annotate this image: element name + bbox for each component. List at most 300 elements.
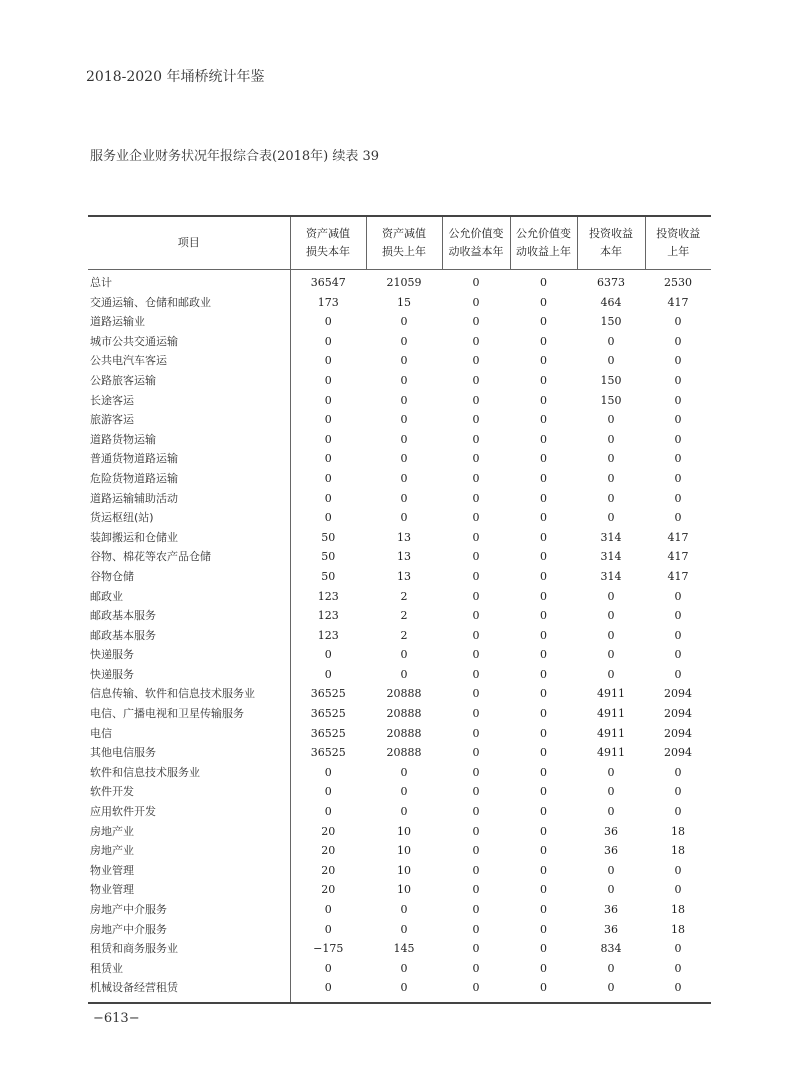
value-cell: 123 — [290, 587, 366, 607]
value-cell: 0 — [290, 508, 366, 528]
value-cell: 10 — [397, 863, 411, 877]
value-cell: 0 — [540, 883, 547, 897]
value-cell: 0 — [290, 978, 366, 1003]
table-row — [88, 822, 711, 842]
value-cell: 21059 — [386, 276, 422, 289]
row-label: 公共电汽车客运 — [90, 354, 167, 368]
row-label: 房地产中介服务 — [90, 903, 167, 916]
value-cell: 20888 — [386, 726, 422, 740]
column-header — [442, 216, 510, 270]
table-row — [88, 920, 711, 940]
value-cell: 0 — [540, 765, 547, 779]
value-cell: 0 — [540, 334, 547, 348]
value-cell: 0 — [472, 628, 480, 642]
value-cell: 0 — [400, 648, 408, 662]
table-row — [88, 351, 711, 371]
table-row — [88, 312, 711, 332]
column-header — [645, 216, 711, 270]
value-cell: 0 — [607, 491, 615, 505]
column-header-line1: 投资收益 — [589, 227, 633, 240]
value-cell: 0 — [472, 903, 480, 916]
value-cell: 0 — [290, 763, 366, 783]
value-cell: 0 — [472, 276, 480, 289]
value-cell: 0 — [607, 511, 615, 525]
value-cell: 6373 — [597, 276, 625, 289]
value-cell: 36 — [604, 922, 618, 936]
row-label: 危险货物道路运输 — [90, 471, 178, 485]
value-cell: 0 — [674, 981, 682, 995]
value-cell: 0 — [540, 491, 547, 505]
value-cell: 15 — [397, 295, 411, 309]
row-label: 信息传输、软件和信息技术服务业 — [90, 687, 255, 701]
value-cell: 0 — [290, 430, 366, 450]
value-cell: 0 — [290, 312, 366, 332]
value-cell: 0 — [472, 334, 480, 348]
value-cell: 0 — [540, 922, 547, 936]
value-cell: 0 — [674, 315, 682, 329]
value-cell: −175 — [290, 939, 366, 959]
value-cell: 18 — [671, 844, 685, 858]
table-row — [88, 391, 711, 411]
value-cell: 0 — [290, 332, 366, 352]
column-header-item — [88, 216, 290, 270]
row-label: 快递服务 — [90, 667, 134, 681]
value-cell: 2094 — [664, 687, 692, 701]
value-cell: 0 — [472, 863, 480, 877]
row-label: 装卸搬运和仓储业 — [90, 530, 178, 544]
column-header — [290, 216, 366, 270]
value-cell: 0 — [290, 900, 366, 920]
value-cell: 0 — [540, 589, 547, 603]
value-cell: 0 — [472, 667, 480, 681]
column-header-line1: 公允价值变 — [516, 227, 571, 240]
value-cell: 0 — [290, 920, 366, 940]
row-label: 谷物、棉花等农产品仓储 — [90, 550, 211, 564]
value-cell: 0 — [674, 785, 682, 799]
value-cell: 20888 — [386, 707, 422, 721]
value-cell: 0 — [674, 609, 682, 623]
value-cell: 0 — [540, 785, 547, 799]
value-cell: 0 — [607, 961, 615, 975]
value-cell: 0 — [290, 351, 366, 371]
value-cell: 0 — [290, 391, 366, 411]
value-cell: 36525 — [290, 724, 366, 744]
statistics-table — [88, 215, 711, 1004]
value-cell: 0 — [540, 295, 547, 309]
value-cell: 0 — [400, 432, 408, 446]
row-label: 道路运输业 — [90, 315, 145, 329]
value-cell: 10 — [397, 824, 411, 838]
value-cell: 0 — [472, 550, 480, 564]
value-cell: 0 — [400, 452, 408, 466]
value-cell: 13 — [397, 569, 411, 583]
value-cell: 0 — [674, 452, 682, 466]
value-cell: 0 — [472, 471, 480, 485]
value-cell: 0 — [472, 883, 480, 897]
row-label: 电信 — [90, 726, 112, 740]
value-cell: 0 — [290, 959, 366, 979]
value-cell: 36 — [604, 844, 618, 858]
value-cell: 0 — [400, 667, 408, 681]
table-row — [88, 743, 711, 763]
table-title: 服务业企业财务状况年报综合表(2018年) 续表 39 — [90, 149, 380, 164]
value-cell: 0 — [540, 373, 547, 387]
table-row — [88, 802, 711, 822]
column-header — [577, 216, 645, 270]
value-cell: 36525 — [290, 704, 366, 724]
value-cell: 0 — [674, 354, 682, 368]
table-row — [88, 410, 711, 430]
row-label: 软件开发 — [90, 785, 134, 799]
row-label: 电信、广播电视和卫星传输服务 — [90, 707, 244, 721]
value-cell: 0 — [472, 726, 480, 740]
table-row — [88, 782, 711, 802]
value-cell: 0 — [472, 373, 480, 387]
value-cell: 0 — [674, 373, 682, 387]
value-cell: 36 — [604, 903, 618, 916]
value-cell: 464 — [600, 295, 622, 309]
value-cell: 0 — [540, 315, 547, 329]
value-cell: 0 — [540, 824, 547, 838]
table-row — [88, 880, 711, 900]
table-row — [88, 763, 711, 783]
value-cell: 0 — [540, 707, 547, 721]
value-cell: 0 — [540, 863, 547, 877]
value-cell: 314 — [600, 569, 622, 583]
table-row — [88, 332, 711, 352]
value-cell: 0 — [674, 432, 682, 446]
table-row — [88, 626, 711, 646]
value-cell: 0 — [472, 805, 480, 819]
value-cell: 2 — [400, 609, 408, 623]
value-cell: 0 — [674, 961, 682, 975]
value-cell: 417 — [667, 569, 689, 583]
value-cell: 0 — [540, 511, 547, 525]
table-row — [88, 665, 711, 685]
value-cell: 2094 — [664, 746, 692, 760]
value-cell: 0 — [540, 530, 547, 544]
value-cell: 0 — [472, 354, 480, 368]
value-cell: 0 — [540, 550, 547, 564]
value-cell: 0 — [607, 432, 615, 446]
row-label: 邮政业 — [90, 589, 123, 603]
value-cell: 0 — [290, 489, 366, 509]
running-head: 2018-2020 年埇桥统计年鉴 — [86, 69, 265, 85]
value-cell: 0 — [400, 981, 408, 995]
table-row — [88, 684, 711, 704]
column-header-line2: 损失本年 — [306, 245, 350, 258]
column-header-line2: 动收益本年 — [448, 245, 504, 258]
value-cell: 0 — [540, 628, 547, 642]
row-label: 其他电信服务 — [90, 746, 156, 760]
table-row — [88, 528, 711, 548]
value-cell: 4911 — [597, 707, 625, 721]
value-cell: 0 — [674, 589, 682, 603]
value-cell: 0 — [472, 432, 480, 446]
table-row — [88, 900, 711, 920]
value-cell: 2 — [400, 628, 408, 642]
value-cell: 20 — [290, 822, 366, 842]
value-cell: 0 — [540, 393, 547, 407]
value-cell: 4911 — [597, 726, 625, 740]
column-header-line2: 上年 — [667, 245, 690, 258]
row-label: 公路旅客运输 — [90, 373, 156, 387]
value-cell: 314 — [600, 530, 622, 544]
value-cell: 0 — [674, 511, 682, 525]
table-row — [88, 724, 711, 744]
value-cell: 0 — [290, 665, 366, 685]
value-cell: 150 — [600, 393, 622, 407]
value-cell: 18 — [671, 824, 685, 838]
table-row — [88, 489, 711, 509]
value-cell: 0 — [472, 785, 480, 799]
value-cell: 150 — [600, 315, 622, 329]
value-cell: 314 — [600, 550, 622, 564]
value-cell: 0 — [400, 413, 408, 427]
column-header-line1: 公允价值变 — [448, 227, 504, 240]
value-cell: 2094 — [664, 707, 692, 721]
value-cell: 10 — [397, 883, 411, 897]
value-cell: 50 — [290, 567, 366, 587]
value-cell: 145 — [393, 942, 415, 956]
value-cell: 0 — [540, 471, 547, 485]
row-label: 房地产业 — [90, 844, 134, 858]
value-cell: 0 — [674, 413, 682, 427]
row-label: 租赁和商务服务业 — [90, 942, 178, 956]
value-cell: 123 — [290, 626, 366, 646]
value-cell: 0 — [400, 765, 408, 779]
column-header-line2: 损失上年 — [382, 245, 426, 258]
row-label: 长途客运 — [90, 393, 134, 407]
value-cell: 0 — [400, 315, 408, 329]
row-label: 道路运输辅助活动 — [90, 491, 178, 505]
value-cell: 0 — [400, 393, 408, 407]
value-cell: 13 — [397, 550, 411, 564]
value-cell: 0 — [540, 844, 547, 858]
value-cell: 0 — [290, 802, 366, 822]
value-cell: 0 — [472, 530, 480, 544]
value-cell: 0 — [472, 569, 480, 583]
value-cell: 20888 — [386, 687, 422, 701]
row-label: 快递服务 — [90, 648, 134, 662]
value-cell: 0 — [472, 609, 480, 623]
value-cell: 0 — [674, 393, 682, 407]
row-label: 总计 — [90, 276, 112, 289]
value-cell: 0 — [607, 452, 615, 466]
value-cell: 0 — [674, 491, 682, 505]
value-cell: 20 — [290, 861, 366, 881]
value-cell: 20888 — [386, 746, 422, 760]
value-cell: 0 — [540, 413, 547, 427]
value-cell: 0 — [674, 765, 682, 779]
row-label: 软件和信息技术服务业 — [90, 765, 200, 779]
value-cell: 0 — [472, 961, 480, 975]
value-cell: 10 — [397, 844, 411, 858]
value-cell: 123 — [290, 606, 366, 626]
value-cell: 173 — [290, 293, 366, 313]
value-cell: 417 — [667, 550, 689, 564]
value-cell: 0 — [540, 746, 547, 760]
value-cell: 20 — [290, 841, 366, 861]
value-cell: 0 — [540, 667, 547, 681]
value-cell: 834 — [600, 942, 622, 956]
table-row — [88, 508, 711, 528]
value-cell: 0 — [472, 765, 480, 779]
value-cell: 0 — [540, 942, 547, 956]
value-cell: 0 — [290, 449, 366, 469]
table-row — [88, 567, 711, 587]
value-cell: 0 — [400, 511, 408, 525]
value-cell: 0 — [472, 844, 480, 858]
table-row — [88, 430, 711, 450]
table-row — [88, 645, 711, 665]
value-cell: 417 — [667, 530, 689, 544]
table-row — [88, 469, 711, 489]
header-row — [88, 216, 711, 270]
value-cell: 2 — [400, 589, 408, 603]
row-label: 城市公共交通运输 — [90, 334, 178, 348]
column-header-line1: 项目 — [177, 236, 200, 249]
value-cell: 0 — [290, 410, 366, 430]
value-cell: 18 — [671, 903, 685, 916]
value-cell: 0 — [472, 413, 480, 427]
value-cell: 0 — [472, 824, 480, 838]
row-label: 谷物仓储 — [90, 569, 134, 583]
value-cell: 0 — [472, 707, 480, 721]
value-cell: 0 — [290, 645, 366, 665]
statistics-table-container — [88, 215, 711, 1004]
value-cell: 0 — [472, 295, 480, 309]
table-row — [88, 704, 711, 724]
value-cell: 4911 — [597, 687, 625, 701]
value-cell: 0 — [290, 371, 366, 391]
value-cell: 0 — [472, 589, 480, 603]
value-cell: 0 — [607, 667, 615, 681]
table-row — [88, 606, 711, 626]
value-cell: 0 — [607, 628, 615, 642]
value-cell: 0 — [607, 981, 615, 995]
value-cell: 0 — [540, 687, 547, 701]
value-cell: 0 — [674, 883, 682, 897]
table-row — [88, 841, 711, 861]
value-cell: 13 — [397, 530, 411, 544]
value-cell: 150 — [600, 373, 622, 387]
value-cell: 0 — [607, 765, 615, 779]
value-cell: 20 — [290, 880, 366, 900]
table-body — [88, 270, 711, 1003]
value-cell: 0 — [472, 922, 480, 936]
table-row — [88, 978, 711, 1003]
table-row — [88, 270, 711, 293]
value-cell: 0 — [400, 491, 408, 505]
table-row — [88, 861, 711, 881]
value-cell: 0 — [607, 589, 615, 603]
row-label: 房地产业 — [90, 824, 134, 838]
column-header-line2: 本年 — [600, 245, 622, 258]
value-cell: 0 — [472, 746, 480, 760]
value-cell: 417 — [667, 295, 689, 309]
value-cell: 4911 — [597, 746, 625, 760]
row-label: 邮政基本服务 — [90, 628, 156, 642]
table-row — [88, 959, 711, 979]
column-header-line1: 资产减值 — [306, 227, 350, 240]
value-cell: 0 — [540, 452, 547, 466]
value-cell: 36 — [604, 824, 618, 838]
value-cell: 50 — [290, 547, 366, 567]
value-cell: 0 — [540, 354, 547, 368]
row-label: 机械设备经营租赁 — [90, 981, 178, 995]
row-label: 房地产中介服务 — [90, 922, 167, 936]
value-cell: 0 — [540, 648, 547, 662]
value-cell: 0 — [472, 942, 480, 956]
table-row — [88, 547, 711, 567]
row-label: 租赁业 — [90, 961, 123, 975]
table-row — [88, 371, 711, 391]
value-cell: 0 — [607, 863, 615, 877]
column-header-line1: 投资收益 — [656, 227, 701, 240]
value-cell: 50 — [290, 528, 366, 548]
row-label: 应用软件开发 — [90, 805, 156, 819]
value-cell: 0 — [472, 511, 480, 525]
page-number: −613− — [93, 1011, 140, 1026]
table-row — [88, 939, 711, 959]
value-cell: 0 — [540, 609, 547, 623]
table-row — [88, 449, 711, 469]
value-cell: 0 — [607, 354, 615, 368]
value-cell: 0 — [400, 903, 408, 916]
value-cell: 0 — [472, 981, 480, 995]
value-cell: 0 — [472, 315, 480, 329]
value-cell: 0 — [472, 648, 480, 662]
value-cell: 0 — [290, 469, 366, 489]
value-cell: 0 — [400, 805, 408, 819]
value-cell: 0 — [540, 569, 547, 583]
row-label: 交通运输、仓储和邮政业 — [90, 295, 211, 309]
value-cell: 0 — [540, 726, 547, 740]
value-cell: 0 — [674, 942, 682, 956]
table-row — [88, 587, 711, 607]
value-cell: 0 — [400, 334, 408, 348]
value-cell: 0 — [540, 432, 547, 446]
value-cell: 0 — [540, 961, 547, 975]
value-cell: 0 — [400, 354, 408, 368]
column-header-line1: 资产减值 — [382, 227, 426, 240]
value-cell: 0 — [607, 805, 615, 819]
column-header — [366, 216, 442, 270]
row-label: 邮政基本服务 — [90, 609, 156, 623]
column-header — [510, 216, 577, 270]
value-cell: 0 — [674, 648, 682, 662]
value-cell: 0 — [607, 334, 615, 348]
column-header-line2: 动收益上年 — [516, 245, 571, 258]
value-cell: 0 — [400, 961, 408, 975]
value-cell: 0 — [540, 981, 547, 995]
value-cell: 0 — [400, 785, 408, 799]
value-cell: 0 — [472, 491, 480, 505]
value-cell: 0 — [607, 648, 615, 662]
value-cell: 36525 — [290, 684, 366, 704]
value-cell: 0 — [674, 805, 682, 819]
value-cell: 0 — [540, 903, 547, 916]
value-cell: 0 — [400, 373, 408, 387]
value-cell: 0 — [674, 667, 682, 681]
row-label: 道路货物运输 — [90, 432, 156, 446]
value-cell: 0 — [674, 334, 682, 348]
value-cell: 0 — [607, 609, 615, 623]
value-cell: 0 — [540, 276, 547, 289]
value-cell: 0 — [400, 922, 408, 936]
value-cell: 0 — [472, 452, 480, 466]
